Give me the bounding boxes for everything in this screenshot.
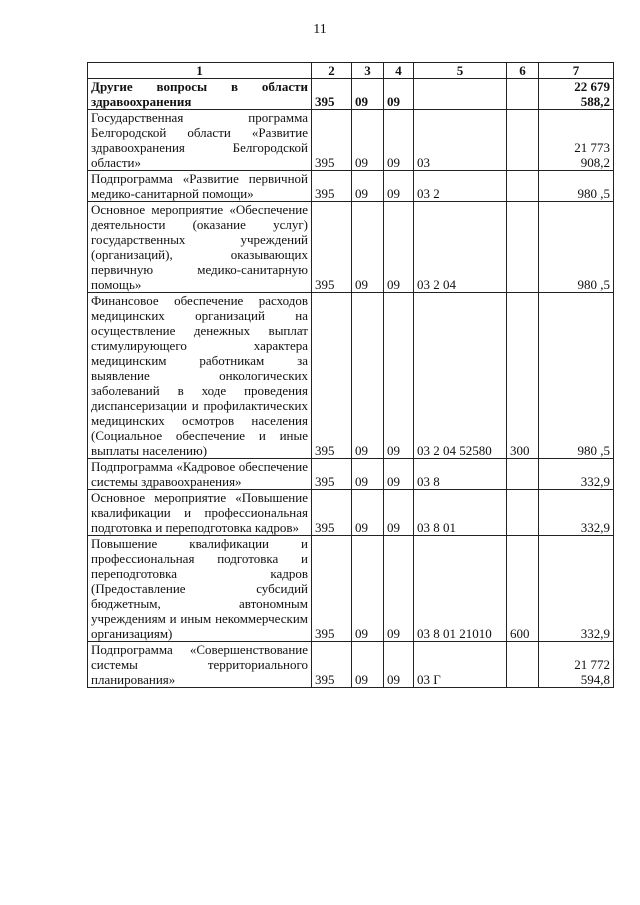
column-header: 6 <box>507 63 539 79</box>
section-cell: 09 <box>352 459 384 490</box>
amount-cell: 980 ,5 <box>539 171 614 202</box>
subsection-cell: 09 <box>384 171 414 202</box>
row-name-cell: Государственная программа Белгородской области «Развитие здравоохранения Белгородской области» <box>88 110 312 171</box>
row-name-cell: Подпрограмма «Совершенствование системы территориального планирования» <box>88 642 312 688</box>
column-header: 2 <box>312 63 352 79</box>
subsection-cell: 09 <box>384 202 414 293</box>
amount-cell: 980 ,5 <box>539 202 614 293</box>
table-row <box>88 110 614 171</box>
row-name-cell: Подпрограмма «Развитие первичной медико-санитарной помощи» <box>88 171 312 202</box>
amount-cell: 332,9 <box>539 536 614 642</box>
subsection-cell: 09 <box>384 490 414 536</box>
target-article-cell: 03 8 01 <box>414 490 507 536</box>
subsection-cell: 09 <box>384 642 414 688</box>
row-name-cell: Основное мероприятие «Обеспечение деятельности (оказание услуг) государственных учреждений (организаций), оказывающих первичную медико-санитарную помощь» <box>88 202 312 293</box>
table-row <box>88 202 614 293</box>
expense-type-cell <box>507 110 539 171</box>
amount-cell: 21 772 594,8 <box>539 642 614 688</box>
table-row <box>88 79 614 110</box>
section-cell: 09 <box>352 293 384 459</box>
table-row <box>88 171 614 202</box>
row-name-cell: Подпрограмма «Кадровое обеспечение системы здравоохранения» <box>88 459 312 490</box>
grbs-cell: 395 <box>312 79 352 110</box>
subsection-cell: 09 <box>384 293 414 459</box>
grbs-cell: 395 <box>312 171 352 202</box>
budget-table <box>87 62 614 688</box>
amount-cell: 21 773 908,2 <box>539 110 614 171</box>
target-article-cell: 03 2 <box>414 171 507 202</box>
table-row <box>88 490 614 536</box>
subsection-cell: 09 <box>384 79 414 110</box>
section-cell: 09 <box>352 79 384 110</box>
grbs-cell: 395 <box>312 536 352 642</box>
row-name-cell: Другие вопросы в области здравоохранения <box>88 79 312 110</box>
grbs-cell: 395 <box>312 293 352 459</box>
expense-type-cell <box>507 490 539 536</box>
expense-type-cell <box>507 202 539 293</box>
section-cell: 09 <box>352 202 384 293</box>
page-number: 11 <box>313 22 327 37</box>
target-article-cell <box>414 79 507 110</box>
header-row <box>88 63 614 79</box>
grbs-cell: 395 <box>312 459 352 490</box>
column-header: 4 <box>384 63 414 79</box>
section-cell: 09 <box>352 110 384 171</box>
section-cell: 09 <box>352 536 384 642</box>
grbs-cell: 395 <box>312 110 352 171</box>
target-article-cell: 03 8 <box>414 459 507 490</box>
section-cell: 09 <box>352 490 384 536</box>
expense-type-cell <box>507 171 539 202</box>
subsection-cell: 09 <box>384 536 414 642</box>
expense-type-cell: 300 <box>507 293 539 459</box>
target-article-cell: 03 Г <box>414 642 507 688</box>
row-name-cell: Повышение квалификации и профессиональная подготовка и переподготовка кадров (Предоставление субсидий бюджетным, автономным учреждениям и иным некоммерческим организациям) <box>88 536 312 642</box>
column-header: 7 <box>539 63 614 79</box>
expense-type-cell <box>507 79 539 110</box>
table-row <box>88 642 614 688</box>
grbs-cell: 395 <box>312 642 352 688</box>
amount-cell: 332,9 <box>539 459 614 490</box>
expense-type-cell: 600 <box>507 536 539 642</box>
table-row <box>88 293 614 459</box>
row-name-cell: Финансовое обеспечение расходов медицинских организаций на осуществление денежных выплат стимулирующего характера медицинским работникам за выявление онкологических заболеваний в ходе проведения диспансеризации и профилактических медицинских осмотров населения (Социальное обеспечение и иные выплаты населению) <box>88 293 312 459</box>
target-article-cell: 03 2 04 <box>414 202 507 293</box>
target-article-cell: 03 2 04 52580 <box>414 293 507 459</box>
table-row <box>88 459 614 490</box>
subsection-cell: 09 <box>384 110 414 171</box>
grbs-cell: 395 <box>312 202 352 293</box>
section-cell: 09 <box>352 642 384 688</box>
column-header: 3 <box>352 63 384 79</box>
section-cell: 09 <box>352 171 384 202</box>
expense-type-cell <box>507 642 539 688</box>
column-header: 5 <box>414 63 507 79</box>
target-article-cell: 03 8 01 21010 <box>414 536 507 642</box>
amount-cell: 332,9 <box>539 490 614 536</box>
amount-cell: 980 ,5 <box>539 293 614 459</box>
subsection-cell: 09 <box>384 459 414 490</box>
target-article-cell: 03 <box>414 110 507 171</box>
row-name-cell: Основное мероприятие «Повышение квалификации и профессиональная подготовка и переподготовка кадров» <box>88 490 312 536</box>
table-row <box>88 536 614 642</box>
expense-type-cell <box>507 459 539 490</box>
grbs-cell: 395 <box>312 490 352 536</box>
column-header: 1 <box>88 63 312 79</box>
amount-cell: 22 679 588,2 <box>539 79 614 110</box>
